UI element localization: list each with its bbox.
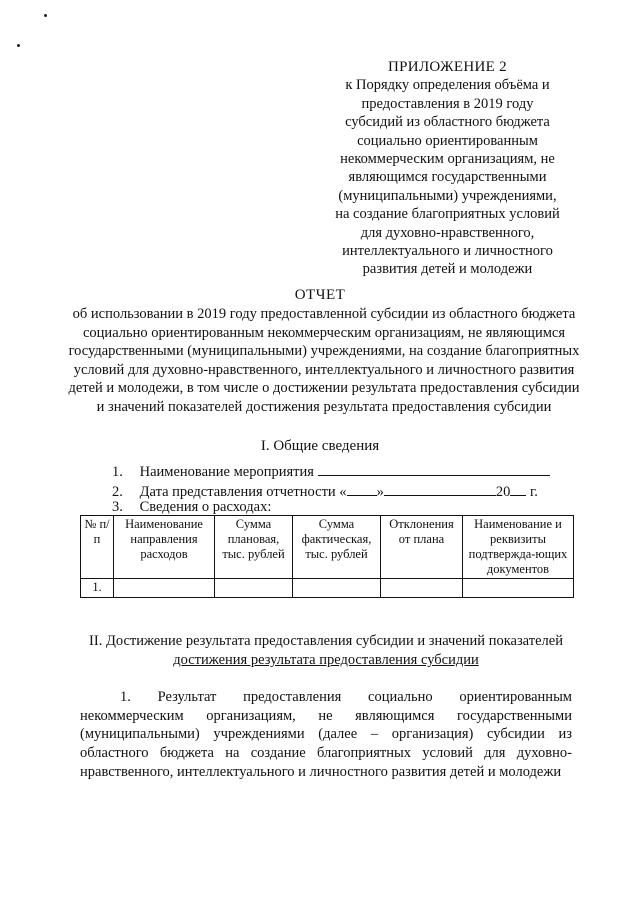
appendix-line: к Порядку определения объёма и	[345, 77, 550, 94]
appendix-line: предоставления в 2019 году	[361, 95, 534, 112]
col-header-documents: Наименование и реквизиты подтвержда-ющих документов	[463, 516, 574, 579]
list-item-expenses	[112, 499, 271, 516]
section-1-title: I. Общие сведения	[260, 438, 380, 454]
appendix-line: развития детей и молодежи	[362, 261, 533, 278]
expenses-table	[80, 515, 574, 598]
month-blank[interactable]	[384, 481, 496, 496]
result-paragraph: 1. Результат предоставления социально ориентированным некоммерческим организациям, не являющимся государственными (муниципальными) учреждениями (далее – организация) субсидии из областного бюджета на создание благоприятных условий для духовно-нравственного, интеллектуального и личностного развития детей и молодежи	[80, 689, 572, 780]
appendix-line: для духовно-нравственного,	[360, 224, 535, 241]
table-row	[81, 579, 574, 598]
report-subtitle: об использовании в 2019 году предоставленной субсидии из областного бюджета социально ориентированным некоммерческим организациям, не являющимся государственными (муниципальными) учреждениями, на создание благоприятных условий для духовно-нравственного, интеллектуального и личностного развития детей и молодежи, в том числе о достижении результата предоставления субсидии и значений показателей достижения результата предоставления субсидии	[68, 306, 580, 415]
col-header-direction: Наименование направления расходов	[114, 516, 215, 579]
appendix-line: на создание благоприятных условий	[335, 206, 560, 223]
scan-dot	[44, 14, 47, 17]
list-item-report-date	[112, 481, 538, 501]
appendix-title: ПРИЛОЖЕНИЕ 2	[388, 59, 507, 75]
appendix-line: интеллектуального и личностного	[342, 243, 553, 260]
year-blank[interactable]	[510, 481, 526, 496]
table-cell[interactable]	[114, 579, 215, 598]
appendix-line: субсидий из областного бюджета	[345, 114, 550, 131]
table-cell[interactable]	[463, 579, 574, 598]
quote-close: »	[376, 484, 384, 500]
item-label: Наименование мероприятия	[139, 464, 314, 480]
table-cell[interactable]	[215, 579, 293, 598]
section-2-line-1: II. Достижение результата предоставления субсидии и значений показателей	[89, 633, 563, 649]
appendix-line: некоммерческим организациям, не	[340, 151, 555, 168]
col-header-number: № п/п	[81, 516, 114, 579]
appendix-header	[315, 58, 580, 279]
day-blank[interactable]	[347, 481, 377, 496]
appendix-line: являющимся государственными	[348, 169, 547, 186]
table-header-row	[81, 516, 574, 579]
year-prefix: 20	[495, 484, 511, 500]
col-header-deviation: Отклонения от плана	[381, 516, 463, 579]
list-item-event-name	[112, 461, 550, 481]
report-title: ОТЧЕТ	[294, 287, 346, 303]
table-cell[interactable]	[381, 579, 463, 598]
appendix-line: (муниципальными) учреждениями,	[338, 187, 557, 204]
appendix-line: социально ориентированным	[357, 132, 538, 149]
item-number: 1.	[112, 464, 123, 480]
section-2-title	[66, 632, 586, 670]
scan-dot	[17, 44, 20, 47]
col-header-planned: Сумма плановая, тыс. рублей	[215, 516, 293, 579]
section-2-line-2: достижения результата предоставления субсидии	[173, 652, 479, 668]
table-cell[interactable]: 1.	[81, 579, 114, 598]
item-number: 2.	[112, 484, 123, 500]
item-label: Сведения о расходах:	[139, 499, 272, 515]
item-label: Дата представления отчетности «	[139, 484, 347, 500]
table-cell[interactable]	[293, 579, 381, 598]
col-header-actual: Сумма фактическая, тыс. рублей	[293, 516, 381, 579]
item-number: 3.	[112, 499, 123, 515]
year-suffix: г.	[529, 484, 538, 500]
event-name-blank[interactable]	[318, 461, 550, 476]
